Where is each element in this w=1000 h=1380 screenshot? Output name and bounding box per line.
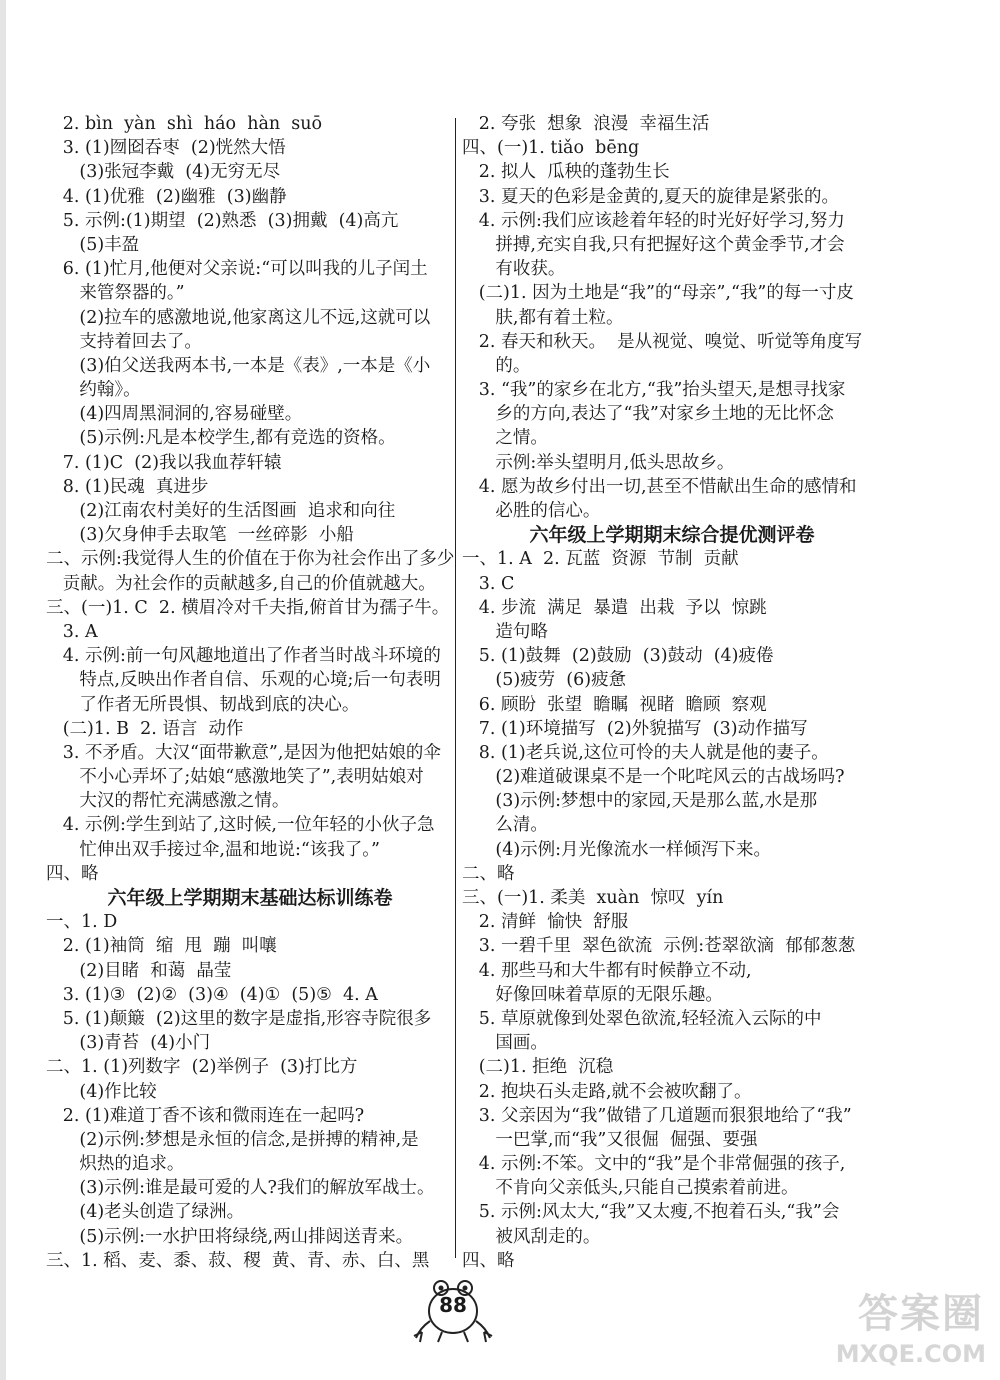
right-answer-line: (二)1. 拒绝 沉稳 bbox=[462, 1057, 614, 1078]
left-section-title: 六年级上学期期末基础达标训练卷 bbox=[107, 887, 393, 909]
right-answer-line: 乡的方向,表达了“我”对家乡土地的无比怀念 bbox=[462, 404, 834, 425]
left-answer-line: (5)丰盈 bbox=[46, 234, 140, 255]
right-answer-line: 4. 步流 满足 暴遣 出栽 予以 惊跳 bbox=[462, 597, 767, 618]
right-answer-line: 7. (1)环境描写 (2)外貌描写 (3)动作描写 bbox=[462, 718, 808, 739]
right-answer-line: 5. (1)鼓舞 (2)鼓励 (3)鼓动 (4)疲倦 bbox=[462, 646, 774, 667]
right-answer-line: 4. 那些马和大牛都有时候静立不动, bbox=[462, 960, 752, 981]
right-answer-line: 3. “我”的家乡在北方,“我”抬头望天,是想寻找家 bbox=[462, 380, 846, 401]
left-answer-line: (3)伯父送我两本书,一本是《表》,一本是《小 bbox=[46, 355, 431, 376]
left-answer-line: (2)目睹 和蔼 晶莹 bbox=[46, 960, 232, 981]
left-answer-line: 8. (1)民魂 真进步 bbox=[46, 476, 209, 497]
left-answer-line: 来管祭器的。” bbox=[46, 283, 185, 304]
left-answer-line: (5)示例:一水护田将绿绕,两山排闼送青来。 bbox=[46, 1226, 414, 1247]
right-answer-line: 8. (1)老兵说,这位可怜的夫人就是他的妻子。 bbox=[462, 742, 829, 763]
right-answer-line: 有收获。 bbox=[462, 259, 566, 280]
right-answer-line: 3. 夏天的色彩是金黄的,夏天的旋律是紧张的。 bbox=[462, 186, 840, 207]
left-answer-line: (3)欠身伸手去取笔 一丝碎影 小船 bbox=[46, 525, 354, 546]
right-answer-line: 2. 拟人 瓜秧的蓬勃生长 bbox=[462, 162, 670, 183]
right-answer-line: 6. 顾盼 张望 瞻瞩 视睹 瞻顾 察观 bbox=[462, 694, 767, 715]
right-answer-line: 一、1. A 2. 瓦蓝 资源 节制 贡献 bbox=[462, 549, 739, 570]
right-answer-line: 3. 父亲因为“我”做错了几道题而狠狠地给了“我” bbox=[462, 1105, 852, 1126]
left-answer-line: 约翰》。 bbox=[46, 380, 141, 401]
right-answer-line: (4)示例:月光像流水一样倾泻下来。 bbox=[462, 839, 772, 860]
right-answer-line: 三、(一)1. 柔美 xuàn 惊叹 yín bbox=[462, 888, 724, 908]
right-answer-line: 被风刮走的。 bbox=[462, 1226, 601, 1247]
left-answer-column bbox=[46, 112, 454, 1273]
right-answer-line: 5. 示例:风太大,“我”又太瘦,不抱着石头,“我”会 bbox=[462, 1202, 840, 1223]
left-answer-line: 2. (1)袖筒 缩 甩 蹦 叫嚷 bbox=[46, 936, 277, 957]
left-answer-line: 特点,反映出作者自信、乐观的心境;后一句表明 bbox=[46, 670, 441, 691]
left-answer-line: (2)示例:梦想是永恒的信念,是拼搏的精神,是 bbox=[46, 1129, 419, 1150]
right-answer-line: 5. 草原就像到处翠色欲流,轻轻流入云际的中 bbox=[462, 1008, 822, 1029]
column-divider bbox=[455, 118, 456, 1258]
left-answer-line: 大汉的帮忙充满感激之情。 bbox=[46, 791, 290, 812]
left-answer-line: (4)老头创造了绿洲。 bbox=[46, 1202, 245, 1223]
right-answer-line: 好像回味着草原的无限乐趣。 bbox=[462, 984, 723, 1005]
left-answer-line: 2. (1)难道丁香不该和微雨连在一起吗? bbox=[46, 1105, 365, 1126]
left-answer-line: 贡献。为社会作的贡献越多,自己的价值就越大。 bbox=[46, 573, 436, 594]
right-answer-line: (2)难道破课桌不是一个叱咤风云的古战场吗? bbox=[462, 767, 845, 788]
right-answer-line: 4. 示例:我们应该趁着年轻的时光好好学习,努力 bbox=[462, 210, 845, 231]
watermark bbox=[774, 1282, 994, 1378]
right-answer-line: (二)1. 因为土地是“我”的“母亲”,“我”的每一寸皮 bbox=[462, 283, 854, 304]
left-answer-line: (3)张冠李戴 (4)无穷无尽 bbox=[46, 162, 281, 183]
left-answer-line: (3)青苔 (4)小门 bbox=[46, 1033, 211, 1054]
left-answer-line: (2)拉车的感激地说,他家离这儿不远,这就可以 bbox=[46, 307, 431, 328]
left-answer-line: (5)示例:凡是本校学生,都有竞选的资格。 bbox=[46, 428, 396, 449]
left-answer-line: 三、(一)1. C 2. 横眉冷对千夫指,俯首甘为孺子牛。 bbox=[46, 597, 450, 618]
left-answer-line: 二、1. (1)列数字 (2)举例子 (3)打比方 bbox=[46, 1057, 358, 1078]
left-answer-line: 3. 不矛盾。大汉“面带歉意”,是因为他把姑娘的伞 bbox=[46, 742, 441, 763]
left-answer-line: 4. 示例:前一句风趣地道出了作者当时战斗环境的 bbox=[46, 646, 441, 667]
left-answer-line: 4. (1)优雅 (2)幽雅 (3)幽静 bbox=[46, 186, 287, 207]
right-section-title: 六年级上学期期末综合提优测评卷 bbox=[529, 524, 815, 547]
left-answer-line: 二、示例:我觉得人生的价值在于你为社会作出了多少 bbox=[46, 549, 455, 570]
right-answer-line: 示例:举头望明月,低头思故乡。 bbox=[462, 452, 735, 473]
right-answer-line: 肤,都有着土粒。 bbox=[462, 307, 624, 328]
right-answer-line: 一巴掌,而“我”又很倔 倔强、要强 bbox=[462, 1129, 758, 1150]
right-answer-line: 3. 一碧千里 翠色欲流 示例:苍翠欲滴 郁郁葱葱 bbox=[462, 936, 856, 957]
right-answer-line: 造句略 bbox=[462, 621, 548, 642]
left-answer-line: 3. (1)囫囵吞枣 (2)恍然大悟 bbox=[46, 138, 286, 159]
left-answer-line: 了作者无所畏惧、韧战到底的决心。 bbox=[46, 694, 360, 715]
right-answer-line: 么清。 bbox=[462, 815, 548, 836]
right-answer-line: 之情。 bbox=[462, 428, 548, 449]
left-answer-line: 3. (1)③ (2)② (3)④ (4)① (5)⑤ 4. A bbox=[46, 984, 378, 1005]
left-answer-line: 忙伸出双手接过伞,温和地说:“该我了。” bbox=[46, 839, 380, 860]
right-answer-line: (3)示例:梦想中的家园,天是那么蓝,水是那 bbox=[462, 791, 818, 812]
left-answer-line: 6. (1)忙月,他便对父亲说:“可以叫我的儿子闰土 bbox=[46, 259, 428, 280]
right-answer-line: 必胜的信心。 bbox=[462, 501, 601, 521]
left-answer-line: 支持着回去了。 bbox=[46, 331, 202, 352]
left-answer-line: (4)作比较 bbox=[46, 1081, 157, 1102]
right-answer-column bbox=[462, 112, 882, 1273]
right-answer-line: 四、(一)1. tiǎo bēng bbox=[462, 138, 640, 159]
left-answer-line: (3)示例:谁是最可爱的人?我们的解放军战士。 bbox=[46, 1178, 435, 1199]
right-answer-line: 的。 bbox=[462, 355, 531, 376]
left-answer-line: 7. (1)C (2)我以我血荐轩辕 bbox=[46, 452, 282, 473]
right-answer-line: 2. 抱块石头走路,就不会被吹翻了。 bbox=[462, 1081, 752, 1102]
left-answer-line: 5. 示例:(1)期望 (2)熟悉 (3)拥戴 (4)高亢 bbox=[46, 210, 399, 231]
page-number: 88 bbox=[439, 1293, 467, 1317]
left-answer-line: 三、1. 稻、麦、黍、菽、稷 黄、青、赤、白、黑 bbox=[46, 1250, 430, 1271]
right-answer-line: 四、略 bbox=[462, 1250, 515, 1271]
right-answer-line: 3. C bbox=[462, 573, 515, 594]
left-answer-line: 5. (1)颠簸 (2)这里的数字是虚指,形容寺院很多 bbox=[46, 1008, 432, 1029]
page-edge-shadow bbox=[0, 0, 6, 1380]
right-answer-line: 拼搏,充实自我,只有把握好这个黄金季节,才会 bbox=[462, 234, 845, 255]
watermark-logo: 答案圈 bbox=[858, 1291, 984, 1337]
left-answer-line: (4)四周黑洞洞的,容易碰壁。 bbox=[46, 404, 303, 425]
left-answer-line: 炽热的追求。 bbox=[46, 1154, 185, 1175]
right-answer-line: 4. 愿为故乡付出一切,甚至不惜献出生命的感情和 bbox=[462, 476, 857, 497]
left-answer-line: (2)江南农村美好的生活图画 追求和向往 bbox=[46, 501, 396, 521]
right-answer-line: 2. 夸张 想象 浪漫 幸福生活 bbox=[462, 114, 710, 134]
right-answer-line: 4. 示例:不笨。文中的“我”是个非常倔强的孩子, bbox=[462, 1154, 846, 1175]
left-answer-line: 2. bìn yàn shì háo hàn suō bbox=[46, 114, 323, 134]
right-answer-line: 不肯向父亲低头,只能自己摸索着前进。 bbox=[462, 1178, 799, 1199]
left-answer-line: 不小心弄坏了;姑娘“感激地笑了”,表明姑娘对 bbox=[46, 767, 424, 788]
watermark-url: MXQE.COM bbox=[835, 1340, 986, 1368]
right-answer-line: 国画。 bbox=[462, 1033, 548, 1054]
right-answer-line: (5)疲劳 (6)疲惫 bbox=[462, 670, 627, 691]
right-answer-line: 2. 春天和秋天。 是从视觉、嗅觉、听觉等角度写 bbox=[462, 331, 863, 352]
right-answer-line: 二、略 bbox=[462, 863, 515, 884]
left-answer-line: 四、略 bbox=[46, 863, 99, 884]
left-answer-line: 4. 示例:学生到站了,这时候,一位年轻的小伙子急 bbox=[46, 815, 435, 836]
left-answer-line: 3. A bbox=[46, 621, 98, 642]
left-answer-line: 一、1. D bbox=[46, 912, 118, 933]
page-number-badge bbox=[408, 1266, 498, 1346]
right-answer-line: 2. 清鲜 愉快 舒服 bbox=[462, 912, 629, 933]
left-answer-line: (二)1. B 2. 语言 动作 bbox=[46, 718, 244, 739]
